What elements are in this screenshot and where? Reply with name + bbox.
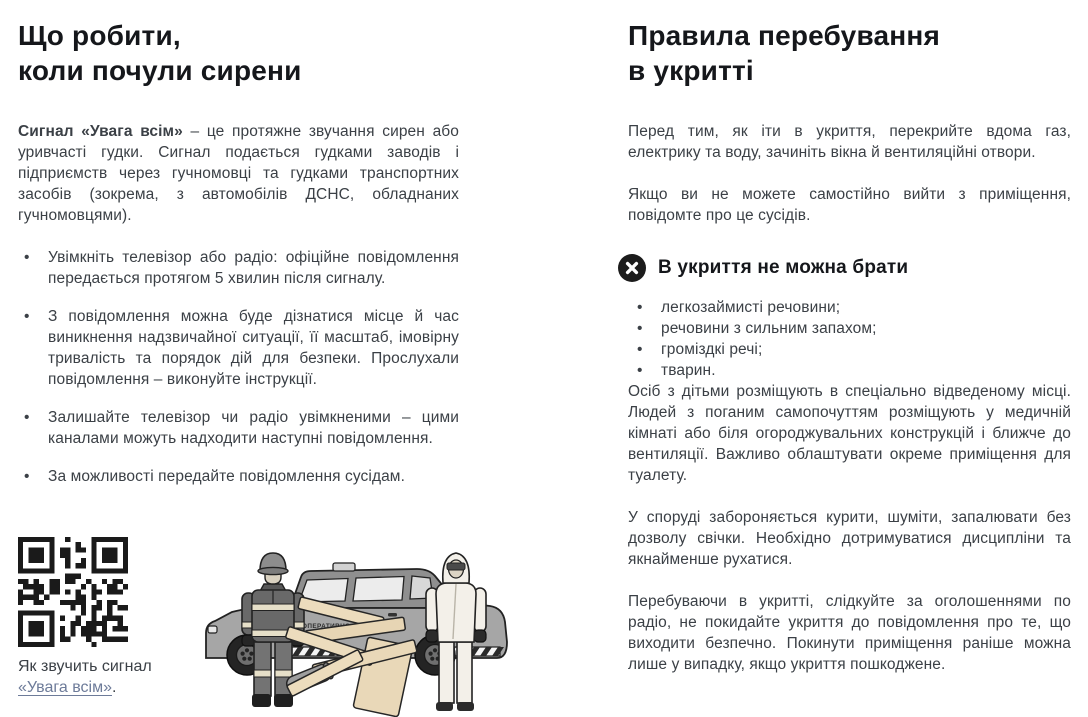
list-item: • З повідомлення можна буде дізнатися місце й час виникнення надзвичайної ситуації, її масштаб, імовірну тривалість та порядок дій для безпеки. Прослухали повідомлення – виконуйте інструкції. <box>18 306 459 390</box>
qr-code <box>18 537 128 647</box>
list-item: • речовини з сильним запахом; <box>628 318 1071 339</box>
shoe <box>436 702 453 711</box>
intro-paragraph <box>18 121 459 226</box>
x-circle-icon <box>618 254 646 282</box>
rescue-illustration-svg <box>190 538 525 717</box>
title-line: Правила перебування <box>628 20 941 51</box>
glove <box>474 630 486 642</box>
forbidden-items-heading-row <box>618 254 1071 282</box>
boot <box>252 694 271 707</box>
paragraph: Осіб з дітьми розміщують в спеціально відведеному місці. Людей з поганим самопочуттям розміщують у медичній кімнаті або біля огороджувальних конструкцій і ближче до вентиляції. Важливо облаштувати окреме приміщення для туалету. <box>628 383 1071 484</box>
list-item: • Увімкніть телевізор або радіо: офіційне повідомлення передається протягом 5 хвилин після сигналу. <box>18 247 459 289</box>
light-bar <box>333 563 355 571</box>
qr-caption <box>18 656 178 698</box>
qr-caption-text: Як звучить сигнал <box>18 658 152 675</box>
goggles <box>447 563 465 570</box>
paragraph: Якщо ви не можете самостійно вийти з приміщення, повідомте про це сусідів. <box>628 186 1071 224</box>
rescue-illustration <box>190 538 525 717</box>
siren-instructions-list <box>18 247 459 487</box>
intro-lead: Сигнал «Увага всім» <box>18 123 183 140</box>
shoe <box>457 702 474 711</box>
title-line: коли почули сирени <box>18 55 302 86</box>
forbidden-items-heading: В укриття не можна брати <box>658 257 909 278</box>
paragraph: У споруді забороняється курити, шуміти, запалювати без дозволу свічки. Необхідно дотримуватися дисципліни та якнайменше рухатися. <box>628 509 1071 568</box>
left-column <box>18 18 459 504</box>
title-line: Що робити, <box>18 20 181 51</box>
title-line: в укритті <box>628 55 754 86</box>
glove <box>426 630 438 642</box>
headlight <box>208 626 217 633</box>
list-item: • легкозаймисті речовини; <box>628 297 1071 318</box>
qr-block <box>18 537 178 698</box>
paragraph: Перед тим, як іти в укриття, перекрийте вдома газ, електрику та воду, зачиніть вікна й вентиляційні отвори. <box>628 123 1071 161</box>
right-column <box>628 18 1071 696</box>
forbidden-items-list <box>628 297 1071 381</box>
paragraph: Перебуваючи в укритті, слідкуйте за оголошеннями по радіо, не покидайте укриття до повідомлення про те, що виходити безпечно. Покинути приміщення раніше можна лише у випадку, якщо укриття пошкоджене. <box>628 593 1071 673</box>
list-item: • тварин. <box>628 360 1071 381</box>
list-item: • За можливості передайте повідомлення сусідам. <box>18 466 459 487</box>
list-item: • громіздкі речі; <box>628 339 1071 360</box>
signal-sound-link[interactable]: «Увага всім» <box>18 679 112 696</box>
left-page-title <box>18 18 459 88</box>
right-page-title <box>628 18 1071 88</box>
qr-caption-period: . <box>111 679 117 696</box>
boot <box>274 694 293 707</box>
intro-rest: – це протяжне звучання сирен або уривчасті гудки. Сигнал подається гудками заводів і підприємств через гучномовці та гудками транспортних засобів (зокрема, з автомобілів ДСНС, обладнаних гучномовцями). <box>18 123 459 224</box>
list-item: • Залишайте телевізор чи радіо увімкненими – цими каналами можуть надходити наступні повідомлення. <box>18 407 459 449</box>
